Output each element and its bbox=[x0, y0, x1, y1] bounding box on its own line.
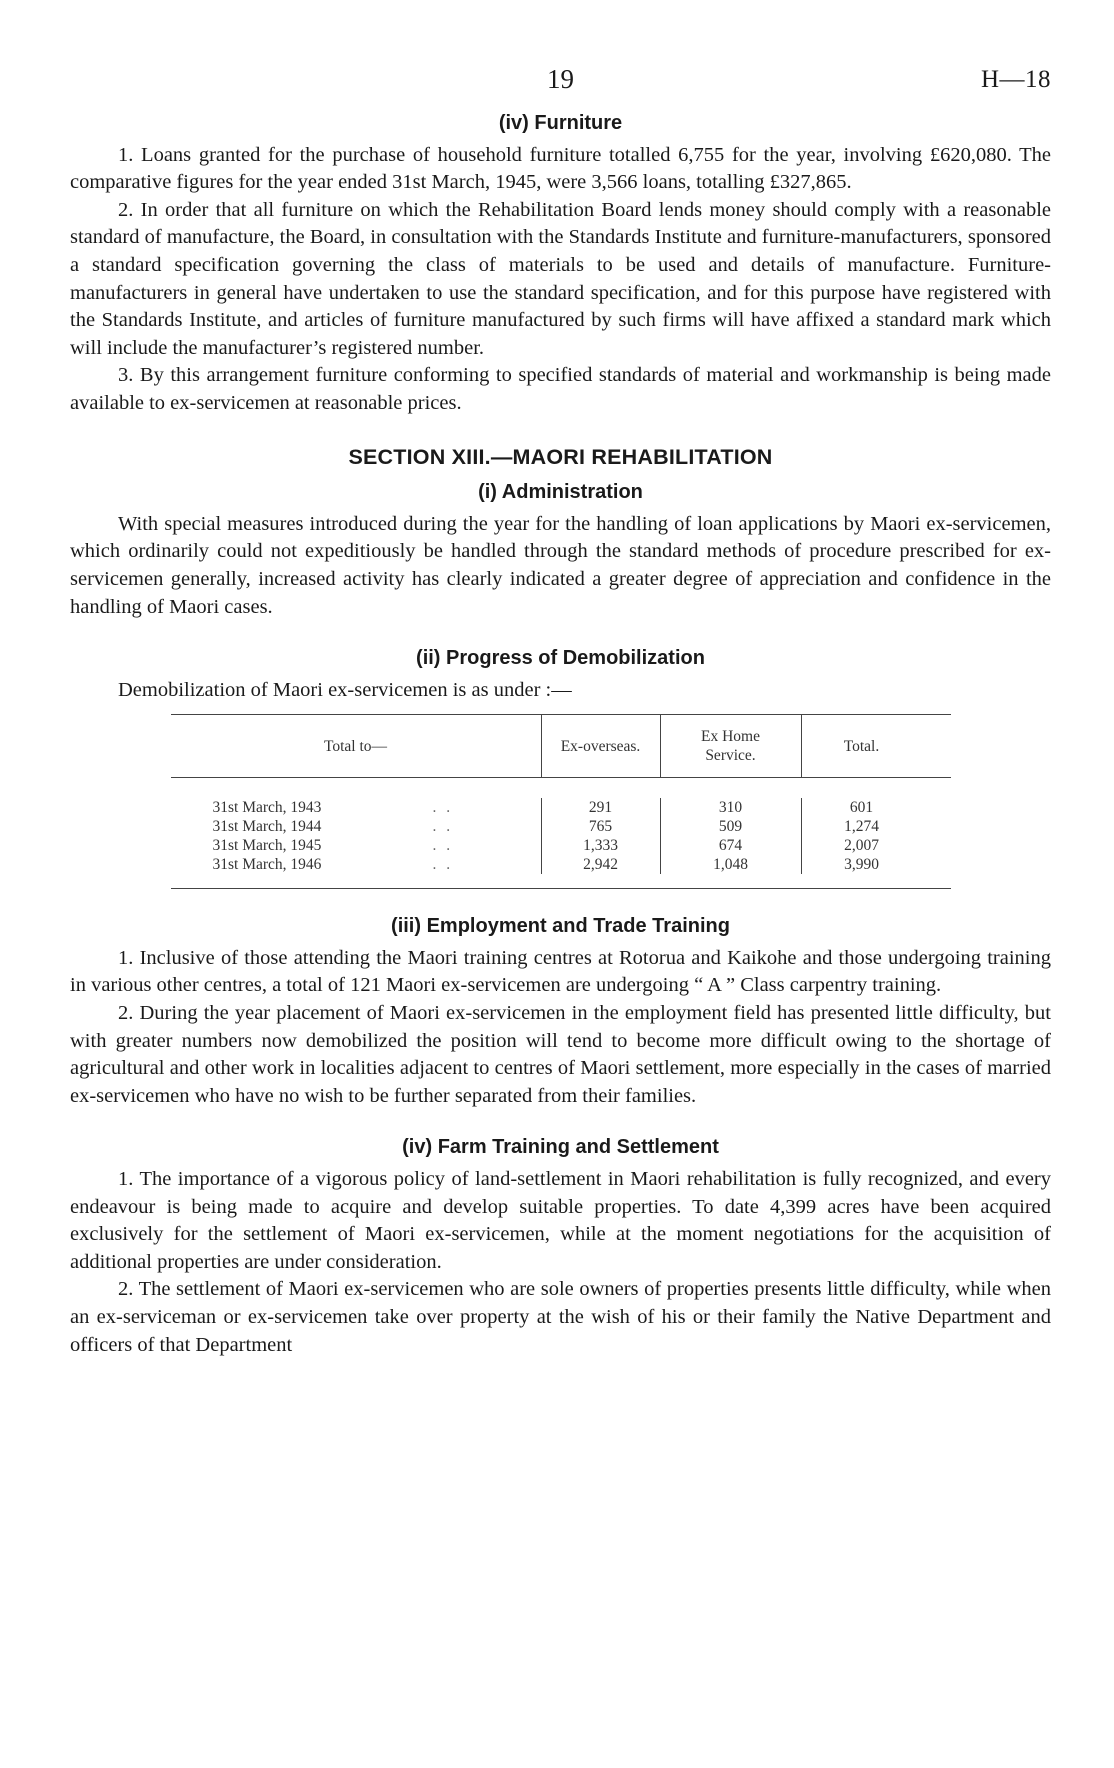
cell-ex-overseas: 1,333 bbox=[583, 837, 618, 855]
header-ex-home-service bbox=[660, 715, 801, 777]
demobilization-table bbox=[171, 714, 951, 889]
cell-ex-home: 1,048 bbox=[713, 856, 748, 874]
column-total bbox=[801, 798, 922, 874]
cell-total: 601 bbox=[849, 799, 874, 817]
cell-ex-overseas: 2,942 bbox=[583, 856, 618, 874]
demobilization-intro: Demobilization of Maori ex-servicemen is as under :— bbox=[118, 678, 572, 701]
employment-paragraph-1: 1. Inclusive of those attending the Maori training centres at Rotorua and Kaikohe and those undergoing training in various other centres, a total of 121 Maori ex-servicemen are undergoing “ A ” Class carpentry training. bbox=[70, 946, 1051, 997]
cell-ex-overseas: 291 bbox=[588, 799, 613, 817]
administration-paragraph: With special measures introduced during the year for the handling of loan applications by Maori ex-servicemen, which ordinarily could not expeditiously be handled through the standard methods of procedure prescribed for ex-servicemen generally, increased activity has clearly indicated a greater degree of appreciation and confidence in the handling of Maori cases. bbox=[70, 512, 1051, 618]
column-ex-home bbox=[660, 798, 801, 874]
cell-ex-overseas: 765 bbox=[588, 818, 613, 836]
table-body bbox=[171, 778, 951, 888]
administration-heading: (i) Administration bbox=[478, 481, 643, 504]
furniture-paragraph-1: 1. Loans granted for the purchase of household furniture totalled 6,755 for the year, involving £620,080. The comparative figures for the year ended 31st March, 1945, were 3,566 loans, totalling £327,865. bbox=[70, 143, 1051, 194]
header-total-to: Total to— bbox=[323, 737, 388, 755]
furniture-paragraph-2: 2. In order that all furniture on which the Rehabilitation Board lends money should comply with a reasonable standard of manufacture, the Board, in consultation with the Standards Institute and furniture-manufacturers, sponsored a standard specification governing the class of materials to be used and details of manufacture. Furniture-manufacturers in general have undertaken to use the standard specification, and for this purpose have registered with the Standards Institute, and articles of furniture manufactured by such firms will have affixed a standard mark which will include the manufacturer’s registered number. bbox=[70, 198, 1051, 359]
demobilization-heading: (ii) Progress of Demobilization bbox=[416, 647, 705, 670]
document-code: H—18 bbox=[980, 66, 1051, 93]
column-dates bbox=[171, 798, 541, 874]
employment-paragraph-2: 2. During the year placement of Maori ex-servicemen in the employment field has presented little difficulty, but with greater numbers now demobilized the position will tend to become more difficult owing to the shortage of agricultural and other work in localities adjacent to centres of Maori settlement, more especially in the cases of married ex-servicemen who have no wish to be further separated from their families. bbox=[70, 1002, 1051, 1107]
row-leader: . . bbox=[432, 818, 454, 836]
farm-heading: (iv) Farm Training and Settlement bbox=[402, 1136, 719, 1159]
column-ex-overseas bbox=[541, 798, 660, 874]
row-label: 31st March, 1945 bbox=[212, 837, 322, 855]
farm-paragraph-2: 2. The settlement of Maori ex-servicemen who are sole owners of properties presents little difficulty, while when an ex-serviceman or ex-servicemen take over property at the wish of his or their family the Native Department and officers of that Department bbox=[70, 1278, 1051, 1356]
row-leader: . . bbox=[432, 856, 454, 874]
table-row-1946 bbox=[213, 855, 541, 874]
farm-paragraph-1: 1. The importance of a vigorous policy of land-settlement in Maori rehabilitation is fully recognized, and every endeavour is being made to acquire and develop suitable properties. To date 4,399 acres have been acquired exclusively for the settlement of Maori ex-servicemen, while at the moment negotiations for the acquisition of additional properties are under consideration. bbox=[70, 1168, 1051, 1273]
row-label: 31st March, 1943 bbox=[212, 799, 322, 817]
running-head bbox=[70, 62, 1051, 102]
header-ex-home-service-label: Ex Home Service. bbox=[701, 728, 760, 765]
header-total: Total. bbox=[801, 715, 922, 777]
row-leader: . . bbox=[432, 837, 454, 855]
cell-total: 3,990 bbox=[844, 856, 879, 874]
cell-total: 1,274 bbox=[844, 818, 879, 836]
table-row-1944 bbox=[213, 817, 541, 836]
cell-ex-home: 509 bbox=[718, 818, 743, 836]
row-leader: . . bbox=[432, 799, 454, 817]
table-header-row bbox=[171, 715, 951, 778]
header-ex-overseas: Ex-overseas. bbox=[541, 715, 660, 777]
employment-heading: (iii) Employment and Trade Training bbox=[391, 915, 730, 938]
furniture-paragraph-3: 3. By this arrangement furniture conforming to specified standards of material and workmanship is being made available to ex-servicemen at reasonable prices. bbox=[70, 364, 1051, 414]
furniture-heading: (iv) Furniture bbox=[498, 112, 623, 134]
section-heading: SECTION XIII.—MAORI REHABILITATION bbox=[348, 444, 773, 469]
cell-total: 2,007 bbox=[844, 837, 879, 855]
row-label: 31st March, 1944 bbox=[212, 818, 322, 836]
table-row-1943 bbox=[213, 798, 541, 817]
table-row-1945 bbox=[213, 836, 541, 855]
row-label: 31st March, 1946 bbox=[212, 856, 322, 874]
cell-ex-home: 310 bbox=[718, 799, 743, 817]
page-number: 19 bbox=[547, 64, 574, 94]
cell-ex-home: 674 bbox=[718, 837, 743, 855]
